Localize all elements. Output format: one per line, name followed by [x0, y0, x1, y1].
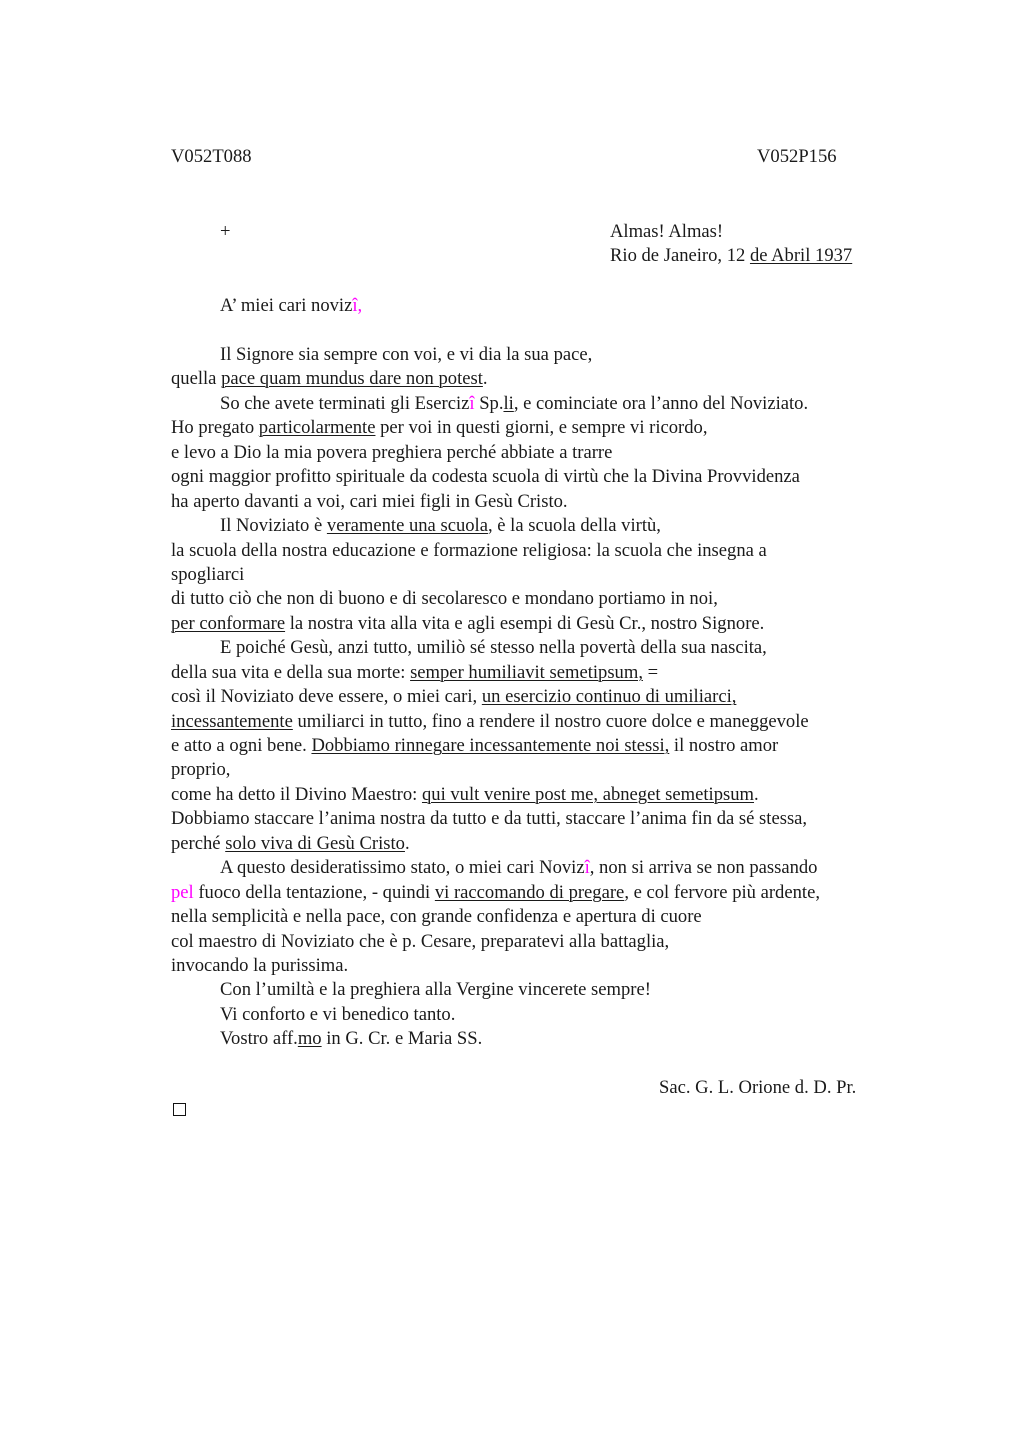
paragraph-line: come ha detto il Divino Maestro: qui vult venire post me, abneget semetipsum.: [171, 783, 759, 805]
paragraph-line: di tutto ciò che non di buono e di secolaresco e mondano portiamo in noi,: [171, 588, 718, 610]
paragraph-line: così il Noviziato deve essere, o miei cari, un esercizio continuo di umiliarci,: [171, 686, 737, 708]
paragraph-line: Con l’umiltà e la preghiera alla Vergine vincerete sempre!: [220, 979, 651, 1001]
paragraph-line: per conformare la nostra vita alla vita e agli esempi di Gesù Cr., nostro Signore.: [171, 612, 765, 634]
greeting-top: Almas! Almas!: [610, 221, 724, 242]
paragraph-line: nella semplicità e nella pace, con grande confidenza e apertura di cuore: [171, 906, 702, 928]
cross-mark: +: [220, 221, 231, 242]
paragraph-line: spogliarci: [171, 563, 245, 585]
paragraph-line: Il Signore sia sempre con voi, e vi dia la sua pace,: [220, 344, 593, 365]
paragraph-line: A questo desideratissimo stato, o miei cari Novizî, non si arriva se non passando: [220, 857, 818, 879]
paragraph-line: Dobbiamo staccare l’anima nostra da tutto e da tutti, staccare l’anima fin da sé stessa,: [171, 808, 808, 830]
paragraph-line: e levo a Dio la mia povera preghiera perché abbiate a trarre: [171, 441, 613, 463]
paragraph-line: pel fuoco della tentazione, - quindi vi raccomando di pregare, e col fervore più ardente,: [171, 881, 820, 903]
end-box-icon: [173, 1103, 186, 1116]
salutation: A’ miei cari novizî,: [220, 295, 363, 316]
header-right-code: V052P156: [757, 146, 837, 167]
paragraph-line: e atto a ogni bene. Dobbiamo rinnegare incessantemente noi stessi, il nostro amor: [171, 735, 779, 756]
paragraph-line: incessantemente umiliarci in tutto, fino a rendere il nostro cuore dolce e maneggevole: [171, 710, 809, 732]
paragraph-line: Vi conforto e vi benedico tanto.: [220, 1003, 456, 1025]
paragraph-line: invocando la purissima.: [171, 954, 349, 976]
letter-body: [171, 343, 931, 1052]
paragraph-line: la scuola della nostra educazione e formazione religiosa: la scuola che insegna a: [171, 539, 767, 561]
paragraph-line: col maestro di Noviziato che è p. Cesare, preparatevi alla battaglia,: [171, 930, 670, 952]
paragraph-line: perché solo viva di Gesù Cristo.: [171, 832, 410, 854]
header-left-code: V052T088: [171, 146, 252, 167]
paragraph-line: Ho pregato particolarmente per voi in questi giorni, e sempre vi ricordo,: [171, 417, 708, 439]
paragraph-line: Vostro aff.mo in G. Cr. e Maria SS.: [220, 1028, 483, 1050]
paragraph-line: ha aperto davanti a voi, cari miei figli in Gesù Cristo.: [171, 490, 568, 512]
paragraph-line: della sua vita e della sua morte: semper humiliavit semetipsum, =: [171, 661, 659, 683]
paragraph-line: Il Noviziato è veramente una scuola, è la scuola della virtù,: [220, 515, 661, 537]
paragraph-line: So che avete terminati gli Esercizî Sp.li, e cominciate ora l’anno del Noviziato.: [220, 392, 809, 414]
paragraph-line: E poiché Gesù, anzi tutto, umiliò sé stesso nella povertà della sua nascita,: [220, 637, 767, 659]
paragraph-line: quella pace quam mundus dare non potest.: [171, 368, 488, 390]
signature: Sac. G. L. Orione d. D. Pr.: [659, 1077, 857, 1098]
place-date: Rio de Janeiro, 12 de Abril 1937: [610, 245, 853, 266]
paragraph-line: proprio,: [171, 759, 231, 781]
paragraph-line: ogni maggior profitto spirituale da codesta scuola di virtù che la Divina Provvidenza: [171, 466, 800, 488]
